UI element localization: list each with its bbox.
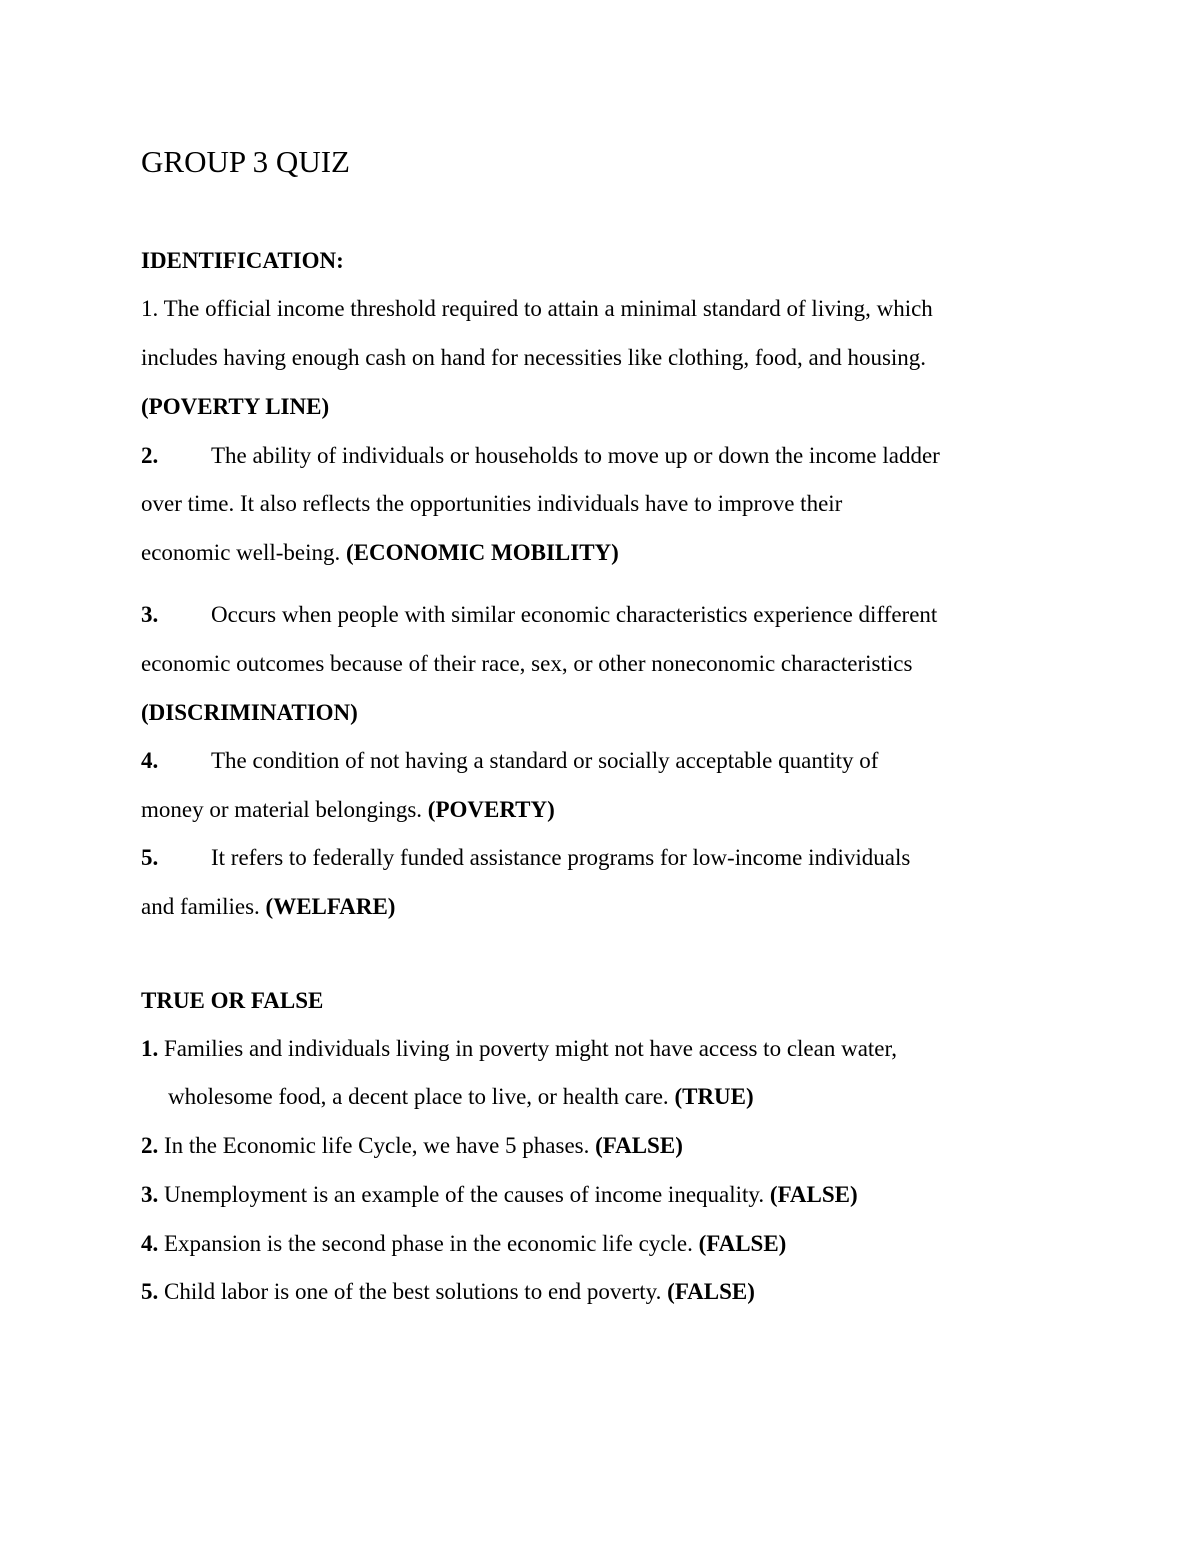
document-title: GROUP 3 QUIZ — [141, 144, 350, 179]
item-text: It refers to federally funded assistance programs for low-income individuals — [211, 845, 911, 870]
true-false-heading: TRUE OR FALSE — [141, 988, 324, 1013]
item-number: 2. — [141, 1133, 159, 1158]
identification-item-1-line-2: includes having enough cash on hand for necessities like clothing, food, and housing. — [141, 345, 927, 370]
item-answer: (ECONOMIC MOBILITY) — [346, 540, 619, 565]
item-answer: (FALSE) — [769, 1182, 858, 1207]
item-text: wholesome food, a decent place to live, or health care. — [168, 1084, 675, 1109]
identification-heading: IDENTIFICATION: — [141, 248, 344, 273]
identification-item-3-line-1 — [141, 600, 937, 630]
identification-item-5-line-2 — [141, 892, 395, 922]
item-text: and families. — [141, 894, 266, 919]
identification-item-5-line-1 — [141, 843, 910, 873]
item-text: money or material belongings. — [141, 797, 428, 822]
true-false-item-1-line-1 — [141, 1034, 897, 1064]
item-text: Unemployment is an example of the causes of income inequality. — [158, 1182, 770, 1207]
identification-item-2-line-3 — [141, 538, 619, 568]
identification-item-4-line-2 — [141, 795, 555, 825]
identification-item-2-line-2: over time. It also reflects the opportunities individuals have to improve their — [141, 491, 843, 516]
identification-item-3-answer: (DISCRIMINATION) — [141, 700, 358, 725]
identification-item-1-line-1 — [141, 294, 933, 324]
item-answer: (WELFARE) — [265, 894, 396, 919]
true-false-item-1-line-2 — [168, 1082, 754, 1112]
item-answer: (FALSE) — [698, 1231, 787, 1256]
identification-item-4-line-1 — [141, 746, 878, 776]
item-number: 5. — [141, 1279, 159, 1304]
item-answer: (POVERTY) — [427, 797, 555, 822]
item-number: 5. — [141, 845, 159, 870]
item-number: 4. — [141, 748, 159, 773]
true-false-item-5 — [141, 1277, 755, 1307]
item-text: The condition of not having a standard or socially acceptable quantity of — [211, 748, 879, 773]
item-answer: (TRUE) — [674, 1084, 754, 1109]
item-text: Occurs when people with similar economic characteristics experience different — [211, 602, 938, 627]
item-number: 4. — [141, 1231, 159, 1256]
item-number: 3. — [141, 602, 159, 627]
item-text: In the Economic life Cycle, we have 5 phases. — [158, 1133, 596, 1158]
item-text: Child labor is one of the best solutions to end poverty. — [158, 1279, 668, 1304]
item-number: 1. — [141, 1036, 159, 1061]
identification-item-2-line-1 — [141, 441, 940, 471]
item-answer: (FALSE) — [667, 1279, 755, 1304]
true-false-item-4 — [141, 1229, 786, 1259]
item-text: Expansion is the second phase in the economic life cycle. — [158, 1231, 699, 1256]
item-number: 1. — [141, 296, 159, 321]
identification-item-3-line-2: economic outcomes because of their race, sex, or other noneconomic characteristics — [141, 651, 913, 676]
true-false-item-3 — [141, 1180, 858, 1210]
item-number: 2. — [141, 443, 159, 468]
item-text: Families and individuals living in poverty might not have access to clean water, — [158, 1036, 897, 1061]
item-text: economic well-being. — [141, 540, 347, 565]
true-false-item-2 — [141, 1131, 683, 1161]
identification-item-1-answer: (POVERTY LINE) — [141, 394, 330, 419]
item-answer: (FALSE) — [595, 1133, 683, 1158]
item-number: 3. — [141, 1182, 159, 1207]
item-text: The official income threshold required to attain a minimal standard of living, which — [158, 296, 933, 321]
item-text: The ability of individuals or households to move up or down the income ladder — [211, 443, 940, 468]
